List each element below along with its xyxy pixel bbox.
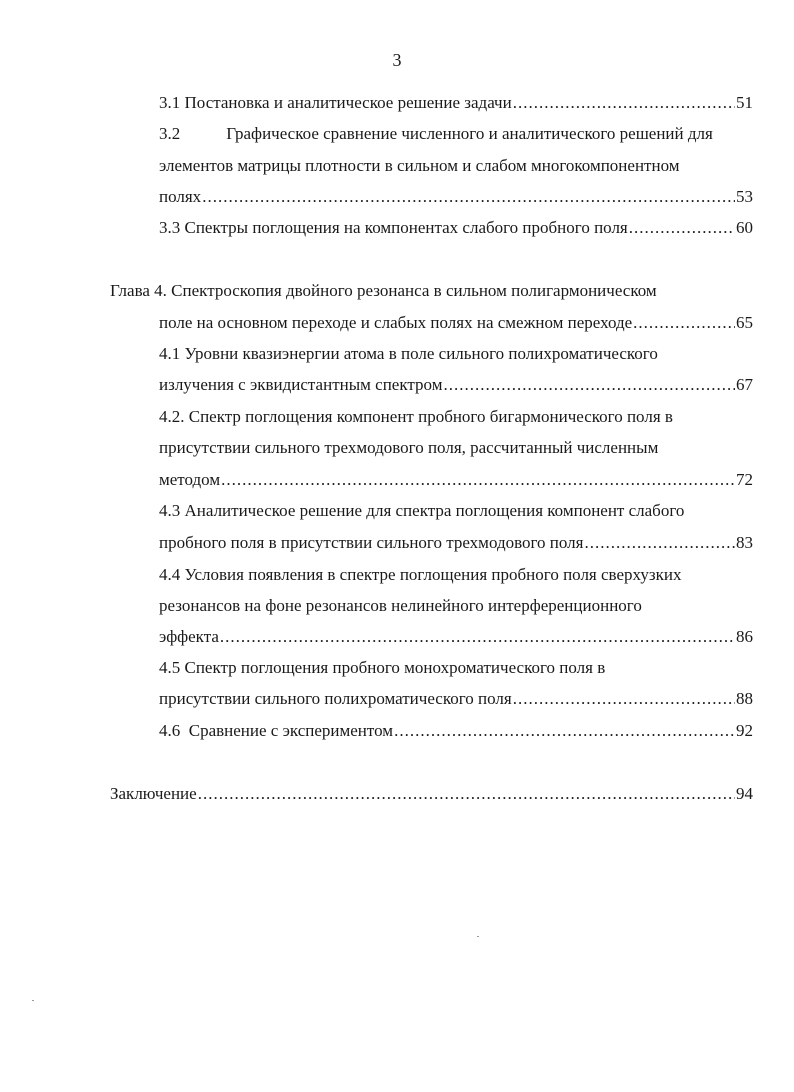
toc-entry-title: 3.3 Спектры поглощения на компонентах слабого пробного поля [159,218,628,237]
leader-dots [633,308,735,338]
toc-entry-number: 3.2 [159,124,181,143]
toc-entry-3-2-line2 [159,151,753,181]
leader-dots [513,88,735,118]
toc-entry-title-cont: эффекта [159,627,219,646]
scan-speck [477,936,479,937]
toc-entry-4-2-line3[interactable] [159,465,753,495]
toc-entry-title: Графическое сравнение численного и аналитического решений для [226,124,713,143]
toc-entry-page: 92 [736,721,753,740]
toc-entry-4-2-line2 [159,433,753,463]
page-number: 3 [392,50,402,70]
toc-entry-page: 72 [736,470,753,489]
toc-entry-page: 86 [736,627,753,646]
toc-entry-page: 51 [736,93,753,112]
toc-entry-page: 60 [736,218,753,237]
toc-entry-page: 88 [736,689,753,708]
leader-dots [394,716,735,746]
toc-chapter-4-line2[interactable] [159,308,753,338]
leader-dots [585,528,736,558]
toc-entry-title-cont: полях [159,187,202,206]
toc-entry-title: Заключение [110,784,197,803]
leader-dots [443,370,735,400]
toc-entry-conclusion[interactable] [110,779,753,809]
toc-entry-title-cont: излучения с эквидистантным спектром [159,375,443,394]
toc-chapter-title: Глава 4. Спектроскопия двойного резонанса в сильном полигармоническом [110,281,657,300]
leader-dots [202,182,735,212]
toc-entry-title-cont: методом [159,470,221,489]
toc-entry-title-cont: присутствии сильного трехмодового поля, рассчитанный численным [159,438,659,457]
toc-entry-title: 4.5 Спектр поглощения пробного монохроматического поля в [159,658,606,677]
scan-speck [32,1000,34,1001]
toc-entry-3-2-line1[interactable] [159,119,753,149]
toc-entry-page: 53 [736,187,753,206]
toc-entry-title: 4.3 Аналитическое решение для спектра поглощения компонент слабого [159,501,685,520]
toc-entry-title-cont: элементов матрицы плотности в сильном и слабом многокомпонентном [159,156,680,175]
toc-entry-page: 83 [736,533,753,552]
leader-dots [220,622,735,652]
toc-entry-4-5-line2[interactable] [159,684,753,714]
toc-entry-4-3-line2[interactable] [159,528,753,558]
toc-entry-title: 4.6 Сравнение с экспериментом [159,721,394,740]
leader-dots [629,213,735,243]
toc-entry-title-cont: резонансов на фоне резонансов нелинейного интерференционного [159,596,642,615]
toc-entry-3-1[interactable] [159,88,753,118]
toc-entry-4-1-line1[interactable] [159,339,753,369]
toc-entry-3-2-line3[interactable] [159,182,753,212]
toc-entry-4-1-line2[interactable] [159,370,753,400]
leader-dots [221,465,735,495]
leader-dots [198,779,735,809]
toc-entry-page: 65 [736,313,753,332]
toc-entry-page: 94 [736,784,753,803]
toc-entry-title: 4.2. Спектр поглощения компонент пробного бигармонического поля в [159,407,673,426]
toc-chapter-title-cont: поле на основном переходе и слабых полях на смежном переходе [159,313,633,332]
toc-entry-4-2-line1[interactable] [159,402,753,432]
toc-entry-title: 4.1 Уровни квазиэнергии атома в поле сильного полихроматического [159,344,658,363]
toc-entry-3-3[interactable] [159,213,753,243]
leader-dots [513,684,735,714]
toc-entry-4-4-line1[interactable] [159,560,753,590]
toc-entry-page: 67 [736,375,753,394]
toc-entry-4-5-line1[interactable] [159,653,753,683]
toc-entry-4-4-line3[interactable] [159,622,753,652]
toc-chapter-4-line1[interactable] [110,276,753,306]
toc-entry-4-6[interactable] [159,716,753,746]
toc-entry-title: 3.1 Постановка и аналитическое решение задачи [159,93,512,112]
toc-entry-4-3-line1[interactable] [159,496,753,526]
toc-entry-title-cont: присутствии сильного полихроматического поля [159,689,512,708]
toc-entry-title: 4.4 Условия появления в спектре поглощения пробного поля сверхузких [159,565,682,584]
toc-entry-title-cont: пробного поля в присутствии сильного трехмодового поля [159,533,584,552]
toc-entry-4-4-line2 [159,591,753,621]
